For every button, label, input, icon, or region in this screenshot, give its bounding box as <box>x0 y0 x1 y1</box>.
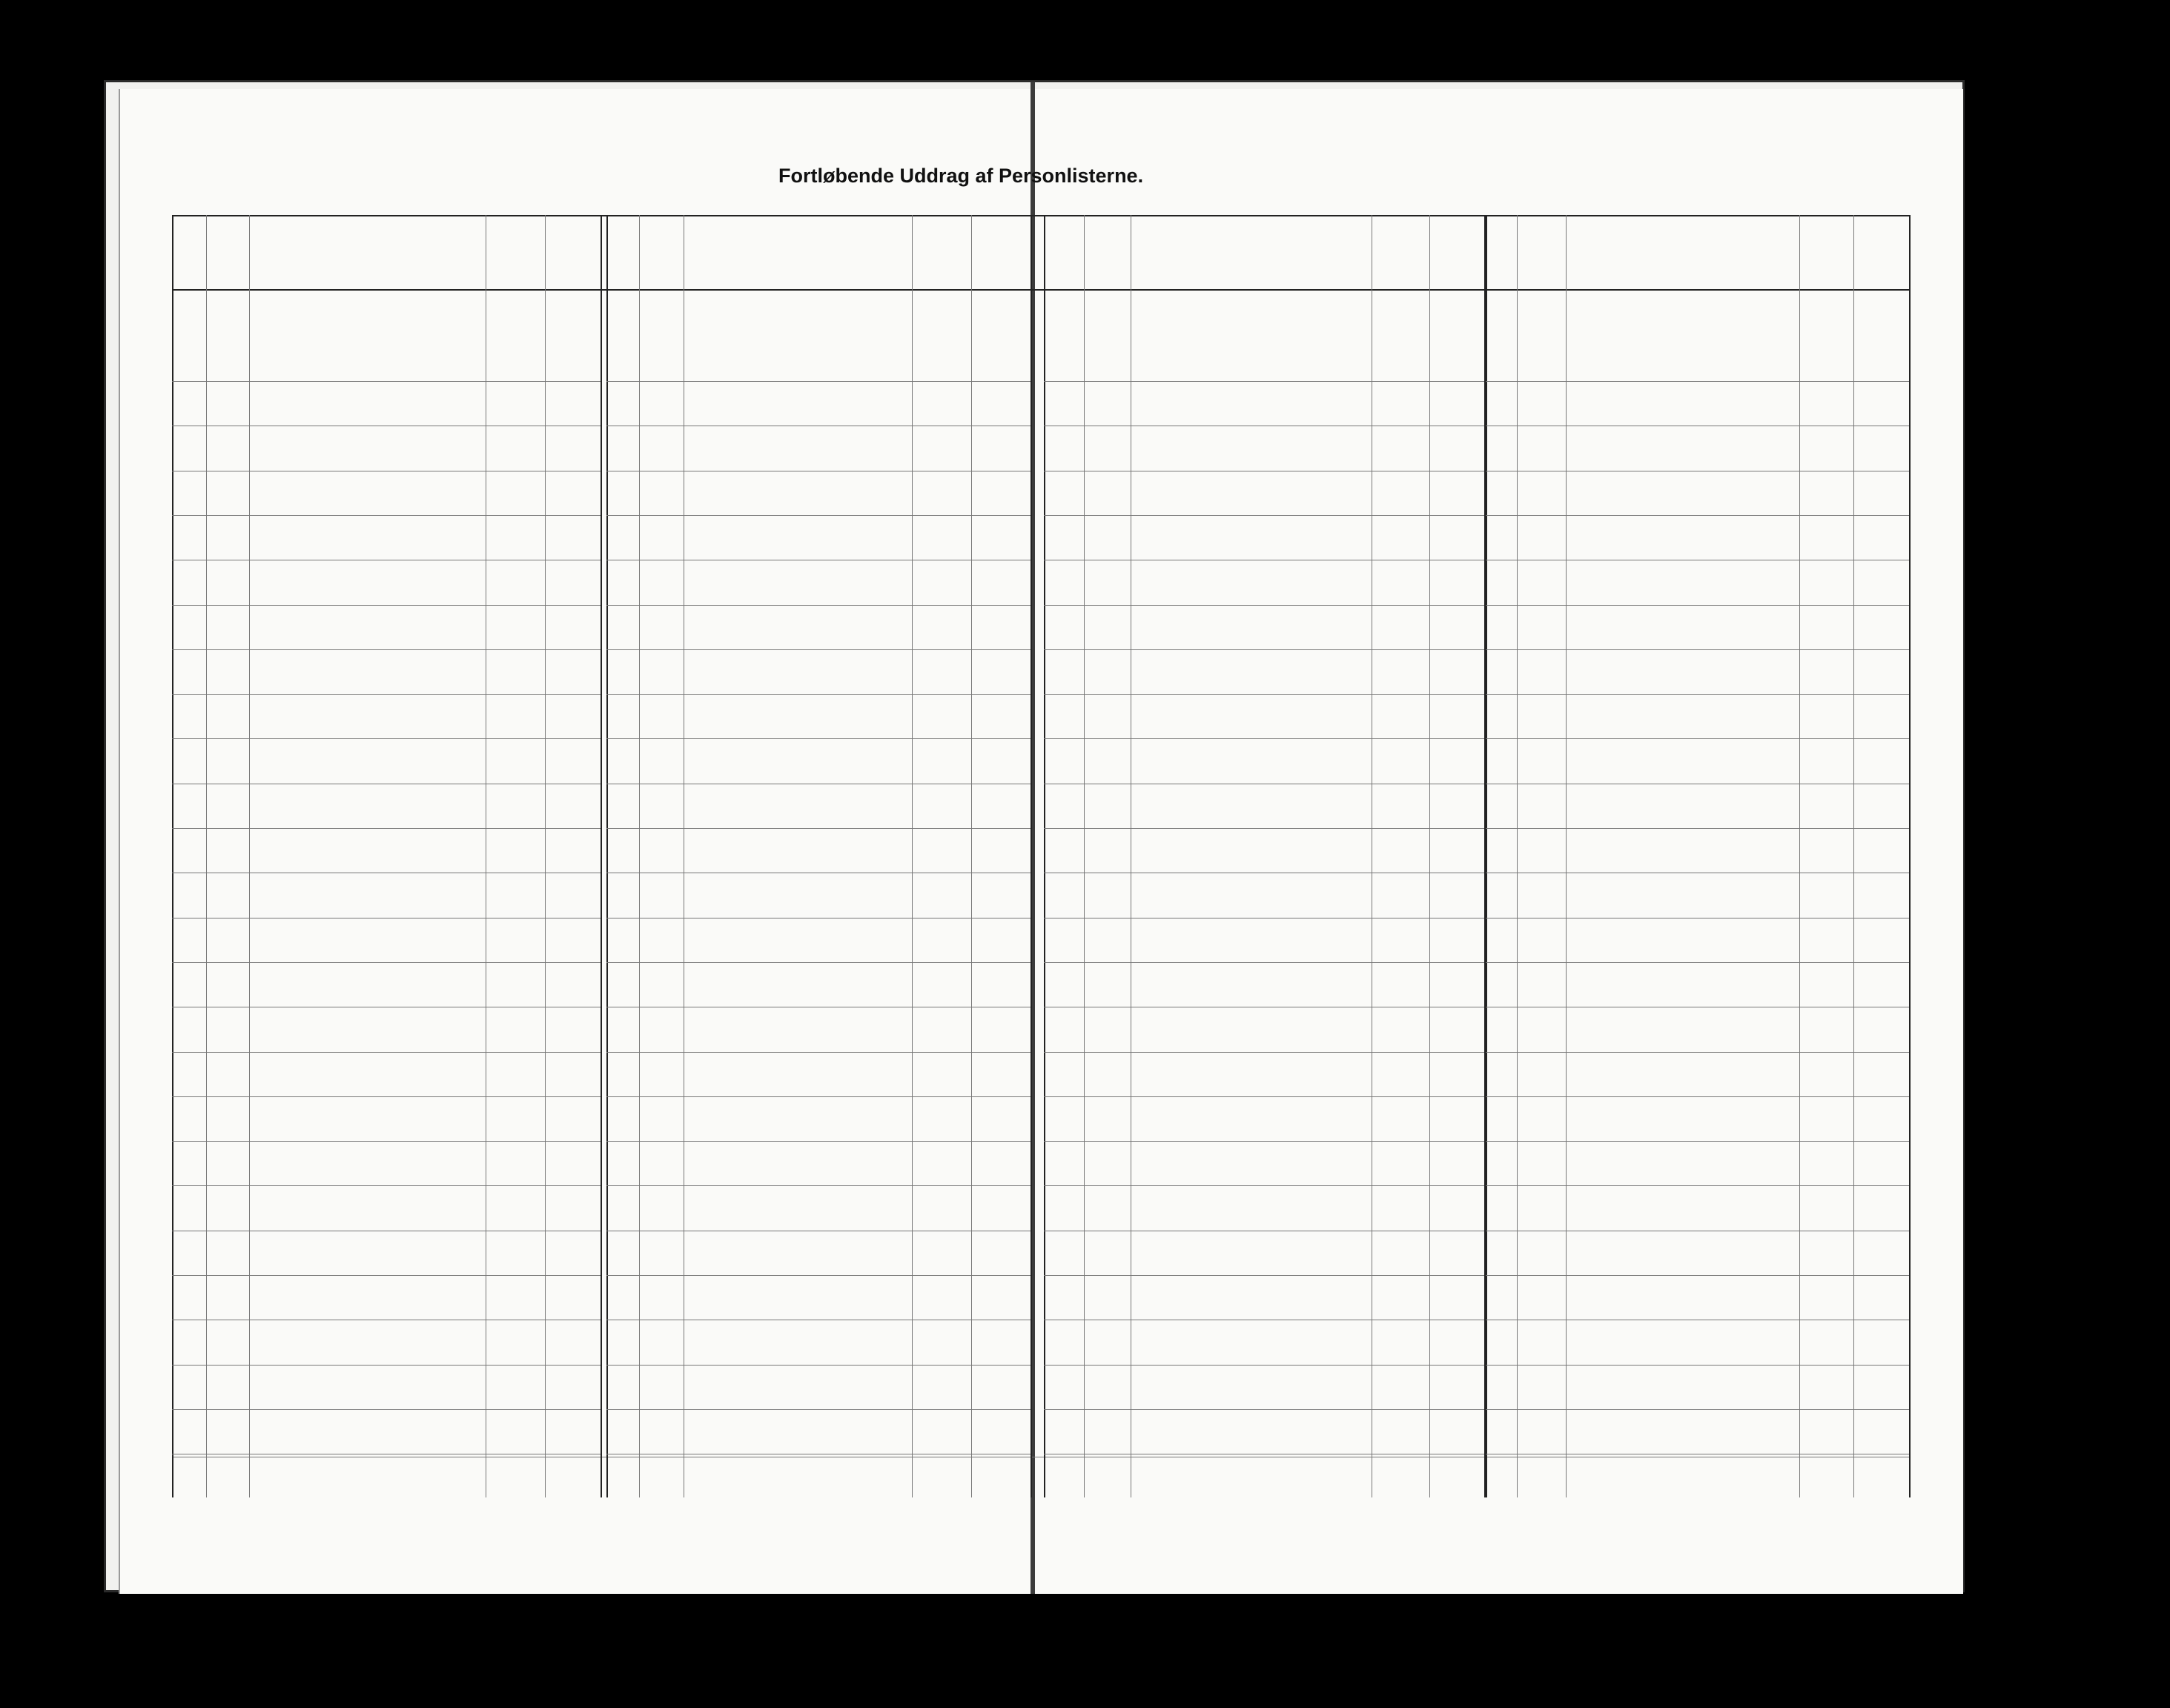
block4-col-rule-4 <box>1853 215 1854 1497</box>
block3-row-rule <box>1044 1409 1484 1410</box>
block4-row-rule <box>1486 1409 1909 1410</box>
block4-row-rule <box>1486 1096 1909 1097</box>
block1-row-rule <box>172 381 601 382</box>
block3-row-rule <box>1044 381 1484 382</box>
block2-row-rule <box>606 1096 1031 1097</box>
block4-row-rule <box>1486 694 1909 695</box>
block3-col-rule-0 <box>1044 215 1045 1497</box>
block1-row-rule <box>172 738 601 739</box>
ledger-page <box>119 89 1963 1594</box>
block3-row-rule <box>1044 1365 1484 1366</box>
block1-col-rule-2 <box>249 215 250 1497</box>
block4-col-rule-1 <box>1517 215 1518 1497</box>
block2-col-rule-4 <box>971 215 972 1497</box>
block3-row-rule <box>1044 649 1484 650</box>
block1-row-rule <box>172 1096 601 1097</box>
block4-row-rule <box>1486 1141 1909 1142</box>
block1-col-rule-1 <box>206 215 207 1497</box>
block1-row-rule <box>172 962 601 963</box>
block2-row-rule <box>606 1409 1031 1410</box>
block2-row-rule <box>606 828 1031 829</box>
block3-row-rule <box>1044 1052 1484 1053</box>
block4-row-rule <box>1486 1365 1909 1366</box>
block3-row-rule <box>1044 828 1484 829</box>
block1-col-rule-0 <box>172 215 173 1497</box>
block1-row-rule <box>172 1052 601 1053</box>
block2-col-rule-0 <box>606 215 608 1497</box>
block1-row-rule <box>172 1365 601 1366</box>
block4-row-rule <box>1486 515 1909 516</box>
page-title: Fortløbende Uddrag af Personlisterne. <box>778 165 1144 187</box>
block1-row-rule <box>172 694 601 695</box>
block1-row-rule <box>172 1141 601 1142</box>
block4-col-rule-3 <box>1799 215 1800 1497</box>
block2-row-rule <box>606 515 1031 516</box>
block3-row-rule <box>1044 605 1484 606</box>
block1-row-rule <box>172 515 601 516</box>
block4-col-rule-5 <box>1909 215 1911 1497</box>
block2-row-rule <box>606 962 1031 963</box>
block1-row-rule <box>172 649 601 650</box>
block2-row-rule <box>606 694 1031 695</box>
block3-row-rule <box>1044 1141 1484 1142</box>
block4-col-rule-0 <box>1486 215 1487 1497</box>
block2-col-rule-1 <box>639 215 640 1497</box>
block2-row-rule <box>606 605 1031 606</box>
block4-row-rule <box>1486 1185 1909 1186</box>
block4-row-rule <box>1486 828 1909 829</box>
block1-row-rule <box>172 1185 601 1186</box>
table-top-rule <box>172 215 1909 216</box>
block2-row-rule <box>606 1185 1031 1186</box>
block2-row-rule <box>606 1052 1031 1053</box>
block1-row-rule <box>172 1409 601 1410</box>
block3-row-rule <box>1044 1185 1484 1186</box>
block1-row-rule <box>172 1275 601 1276</box>
block3-row-rule <box>1044 694 1484 695</box>
block4-row-rule <box>1486 738 1909 739</box>
block3-row-rule <box>1044 738 1484 739</box>
block2-row-rule <box>606 738 1031 739</box>
block2-col-rule-5 <box>1031 215 1032 1497</box>
block4-row-rule <box>1486 1052 1909 1053</box>
block3-row-rule <box>1044 1096 1484 1097</box>
block2-col-rule-3 <box>912 215 913 1497</box>
block2-row-rule <box>606 649 1031 650</box>
block4-col-rule-2 <box>1566 215 1567 1497</box>
block1-row-rule <box>172 605 601 606</box>
block3-row-rule <box>1044 1275 1484 1276</box>
header-bottom-rule <box>172 289 1909 291</box>
block2-row-rule <box>606 381 1031 382</box>
block1-row-rule <box>172 828 601 829</box>
block3-col-rule-1 <box>1084 215 1085 1497</box>
block2-row-rule <box>606 1365 1031 1366</box>
block4-row-rule <box>1486 1275 1909 1276</box>
block2-row-rule <box>606 1141 1031 1142</box>
block4-row-rule <box>1486 962 1909 963</box>
block1-col-rule-4 <box>545 215 546 1497</box>
block3-col-rule-4 <box>1429 215 1430 1497</box>
block3-row-rule <box>1044 515 1484 516</box>
block1-col-rule-5 <box>601 215 602 1497</box>
block4-row-rule <box>1486 605 1909 606</box>
block4-row-rule <box>1486 381 1909 382</box>
block4-row-rule <box>1486 649 1909 650</box>
block2-row-rule <box>606 1275 1031 1276</box>
block3-row-rule <box>1044 962 1484 963</box>
